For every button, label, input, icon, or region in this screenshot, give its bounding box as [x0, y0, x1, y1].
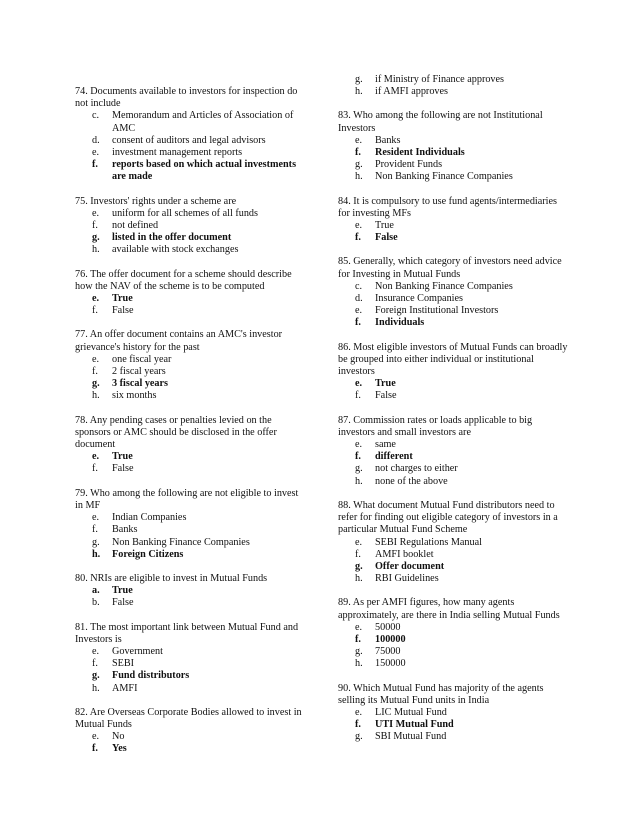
option-letter: g. — [92, 378, 100, 390]
option-list — [338, 622, 570, 671]
option-letter: e. — [92, 293, 100, 305]
option-text: True — [112, 451, 133, 463]
option-text: Non Banking Finance Companies — [112, 536, 250, 548]
question-block — [75, 196, 307, 257]
option-text: Banks — [112, 524, 138, 536]
option — [338, 463, 570, 475]
option-text: Offer document — [375, 560, 445, 572]
option-text: different — [375, 451, 413, 463]
option — [338, 549, 570, 561]
option-text: same — [375, 439, 396, 451]
option-text: Government — [112, 645, 163, 657]
option — [75, 147, 307, 159]
option-letter: f. — [92, 463, 98, 475]
option-letter: h. — [92, 244, 100, 256]
option-letter: f. — [355, 719, 361, 731]
option — [338, 305, 570, 317]
option-text: reports based on which actual investments are made — [112, 159, 297, 183]
question-text: 82. Are Overseas Corporate Bodies allowed to invest in Mutual Funds — [75, 706, 302, 730]
option-list — [75, 512, 307, 561]
option-text: Provident Funds — [375, 159, 443, 171]
option — [75, 512, 307, 524]
answer-option — [75, 670, 307, 682]
option-letter: h. — [355, 171, 363, 183]
option — [338, 159, 570, 171]
option-text: AMFI booklet — [375, 548, 434, 560]
question-block — [338, 500, 570, 585]
answer-option — [338, 147, 570, 159]
option — [75, 731, 307, 743]
option-text: not defined — [112, 220, 159, 232]
answer-option — [338, 378, 570, 390]
option-letter: e. — [355, 706, 363, 718]
option-letter: f. — [92, 366, 98, 378]
option-text: if Ministry of Finance approves — [375, 74, 505, 85]
option — [338, 220, 570, 232]
question-block — [75, 329, 307, 402]
option-letter: g. — [92, 670, 100, 682]
option-text: False — [112, 305, 134, 317]
option-letter: f. — [355, 317, 361, 329]
answer-option — [338, 451, 570, 463]
option-text: 50000 — [375, 621, 401, 633]
option — [75, 135, 307, 147]
option-text: Insurance Companies — [375, 293, 463, 305]
option-text: Fund distributors — [112, 670, 190, 682]
option-text: Non Banking Finance Companies — [375, 171, 513, 183]
option-text: one fiscal year — [112, 353, 172, 365]
option-letter: g. — [355, 731, 363, 743]
option-list — [338, 378, 570, 402]
option-text: investment management reports — [112, 147, 243, 159]
option — [75, 646, 307, 658]
option-letter: e. — [355, 439, 363, 451]
option-letter: e. — [92, 512, 100, 524]
option-letter: f. — [355, 232, 361, 244]
option-text: True — [375, 378, 396, 390]
option-letter: f. — [92, 159, 98, 171]
question-block — [338, 597, 570, 670]
option — [338, 135, 570, 147]
option-letter: e. — [355, 134, 363, 146]
option-letter: a. — [92, 585, 100, 597]
option — [338, 646, 570, 658]
option-letter: d. — [92, 134, 100, 146]
option — [338, 439, 570, 451]
option — [338, 390, 570, 402]
option-text: uniform for all schemes of all funds — [112, 207, 258, 219]
answer-option — [75, 159, 307, 183]
option-text: False — [375, 232, 398, 244]
question-text: 85. Generally, which category of investors need advice for Investing in Mutual Funds — [338, 256, 562, 280]
option — [338, 281, 570, 293]
option-text: available with stock exchanges — [112, 244, 239, 256]
option — [75, 110, 307, 134]
option-letter: e. — [355, 378, 363, 390]
answer-option — [338, 719, 570, 731]
option — [338, 171, 570, 183]
option-list — [338, 135, 570, 184]
option-letter: h. — [92, 682, 100, 694]
option-list — [75, 208, 307, 257]
option-text: none of the above — [375, 475, 448, 487]
option-letter: f. — [92, 220, 98, 232]
option-letter: f. — [355, 390, 361, 402]
question-text: 90. Which Mutual Fund has majority of the agents selling its Mutual Fund units in India — [338, 682, 544, 706]
question-text: 89. As per AMFI figures, how many agents approximately, are there in India selling Mutual Funds — [338, 597, 560, 621]
option-text: True — [375, 220, 394, 232]
option-text: LIC Mutual Fund — [375, 706, 447, 718]
question-text: 75. Investors' rights under a scheme are — [75, 195, 237, 207]
question-text: 76. The offer document for a scheme should describe how the NAV of the scheme is to be computed — [75, 268, 292, 292]
answer-option — [338, 634, 570, 646]
option-text: consent of auditors and legal advisors — [112, 134, 266, 146]
option-list — [75, 585, 307, 609]
option-letter: g. — [355, 159, 363, 171]
question-text: 79. Who among the following are not eligible to invest in MF — [75, 487, 299, 511]
option-list — [75, 293, 307, 317]
option-text: SEBI Regulations Manual — [375, 536, 482, 548]
option-letter: e. — [355, 536, 363, 548]
option-letter: c. — [355, 280, 363, 292]
option — [75, 658, 307, 670]
option-letter: e. — [355, 621, 363, 633]
option-letter: f. — [92, 305, 98, 317]
option — [338, 476, 570, 488]
question-block — [75, 269, 307, 318]
option — [338, 622, 570, 634]
option — [75, 305, 307, 317]
option — [75, 537, 307, 549]
question-block — [338, 196, 570, 245]
option-text: Foreign Citizens — [112, 548, 184, 560]
option-text: Banks — [375, 134, 401, 146]
question-block — [338, 256, 570, 329]
answer-option — [75, 585, 307, 597]
question-text: 78. Any pending cases or penalties levied on the sponsors or AMC should be disclosed in the offer document — [75, 414, 277, 451]
option-list — [338, 281, 570, 330]
question-text: 83. Who among the following are not Institutional Investors — [338, 110, 543, 134]
option-text: Non Banking Finance Companies — [375, 280, 513, 292]
option-text: listed in the offer document — [112, 232, 232, 244]
option-letter: f. — [355, 451, 361, 463]
option-letter: g. — [355, 646, 363, 658]
option-letter: h. — [355, 658, 363, 670]
option — [338, 731, 570, 743]
option-text: 150000 — [375, 658, 406, 670]
option — [338, 707, 570, 719]
option — [75, 683, 307, 695]
option-letter: e. — [92, 353, 100, 365]
option-letter: g. — [355, 463, 363, 475]
option-text: No — [112, 731, 125, 743]
option-text: if AMFI approves — [375, 86, 449, 98]
option-letter: h. — [355, 86, 363, 98]
option-list — [338, 220, 570, 244]
answer-option — [75, 451, 307, 463]
option-letter: h. — [92, 548, 101, 560]
option-text: UTI Mutual Fund — [375, 719, 454, 731]
option-letter: f. — [92, 524, 98, 536]
option — [75, 244, 307, 256]
question-block — [75, 488, 307, 561]
question-text: 74. Documents available to investors for inspection do not include — [75, 86, 298, 110]
option-list — [338, 439, 570, 488]
option — [75, 354, 307, 366]
answer-option — [75, 378, 307, 390]
option-letter: d. — [355, 293, 363, 305]
question-block — [75, 622, 307, 695]
option-letter: g. — [355, 74, 363, 85]
option-letter: c. — [92, 110, 100, 122]
option-list — [75, 110, 307, 183]
answer-option — [75, 743, 307, 755]
question-block — [75, 86, 307, 184]
option-list — [75, 354, 307, 403]
option-text: Indian Companies — [112, 512, 187, 524]
option — [338, 293, 570, 305]
question-block — [338, 110, 570, 183]
option-text: Resident Individuals — [375, 147, 465, 159]
option-list — [338, 707, 570, 744]
option-text: Memorandum and Articles of Association of AMC — [112, 110, 294, 134]
option — [338, 573, 570, 585]
option-letter: e. — [92, 147, 100, 159]
option-text: 2 fiscal years — [112, 366, 166, 378]
option-letter: e. — [92, 645, 100, 657]
question-block — [338, 342, 570, 403]
question-block — [75, 573, 307, 610]
option-letter: g. — [355, 560, 363, 572]
question-text: 77. An offer document contains an AMC's investor grievance's history for the past — [75, 329, 283, 353]
option-letter: h. — [92, 390, 100, 402]
question-text: 86. Most eligible investors of Mutual Funds can broadly be grouped into either individual or institutional investors — [338, 341, 568, 378]
question-text: 81. The most important link between Mutual Fund and Investors is — [75, 621, 299, 645]
answer-option — [75, 232, 307, 244]
option-list — [75, 451, 307, 475]
option-letter: h. — [355, 573, 363, 585]
option — [75, 463, 307, 475]
option-letter: g. — [92, 232, 100, 244]
option — [338, 86, 570, 98]
option — [75, 208, 307, 220]
option-text: True — [112, 293, 133, 305]
question-text: 80. NRIs are eligible to invest in Mutual Funds — [75, 572, 268, 584]
question-block — [75, 415, 307, 476]
option-text: SEBI — [112, 658, 135, 670]
option-letter: e. — [92, 731, 100, 743]
option-text: 3 fiscal years — [112, 378, 169, 390]
option-text: 75000 — [375, 646, 401, 658]
option-letter: f. — [355, 147, 361, 159]
option-letter: f. — [355, 548, 361, 560]
answer-option — [338, 561, 570, 573]
option-letter: e. — [92, 207, 100, 219]
question-text: 88. What document Mutual Fund distributors need to refer for finding out eligible category of investors in a particular Mutual Fund Scheme — [338, 499, 558, 536]
option — [338, 74, 570, 86]
question-block — [338, 683, 570, 744]
left-column — [75, 86, 307, 768]
option-text: six months — [112, 390, 157, 402]
option-text: Foreign Institutional Investors — [375, 305, 499, 317]
option-letter: f. — [92, 658, 98, 670]
option-text: SBI Mutual Fund — [375, 731, 447, 743]
option-letter: h. — [355, 475, 363, 487]
option-letter: e. — [92, 451, 100, 463]
option-letter: f. — [355, 633, 361, 645]
option — [75, 597, 307, 609]
option-text: False — [375, 390, 397, 402]
answer-option — [338, 232, 570, 244]
option-letter: e. — [355, 220, 363, 232]
option — [338, 658, 570, 670]
question-text: 87. Commission rates or loads applicable to big investors and small investors are — [338, 414, 533, 438]
option — [75, 366, 307, 378]
answer-option — [338, 317, 570, 329]
question-block — [338, 415, 570, 488]
option — [75, 390, 307, 402]
option-list — [75, 646, 307, 695]
question-text: 84. It is compulsory to use fund agents/intermediaries for investing MFs — [338, 195, 557, 219]
option-list — [75, 731, 307, 755]
option-text: Individuals — [375, 317, 425, 329]
answer-option — [75, 293, 307, 305]
continued-options — [338, 74, 570, 98]
option-text: not charges to either — [375, 463, 458, 475]
option — [75, 524, 307, 536]
option-text: 100000 — [375, 633, 406, 645]
option-text: False — [112, 597, 134, 609]
option — [338, 537, 570, 549]
answer-option — [75, 549, 307, 561]
option-text: False — [112, 463, 134, 475]
option-text: AMFI — [112, 682, 138, 694]
right-column — [338, 74, 570, 756]
question-block — [75, 707, 307, 756]
option-text: Yes — [112, 743, 127, 755]
option-list — [338, 537, 570, 586]
option-letter: e. — [355, 305, 363, 317]
option — [75, 220, 307, 232]
option-letter: f. — [92, 743, 98, 755]
option-text: True — [112, 585, 133, 597]
option-letter: g. — [92, 536, 100, 548]
option-text: RBI Guidelines — [375, 573, 439, 585]
option-letter: b. — [92, 597, 100, 609]
